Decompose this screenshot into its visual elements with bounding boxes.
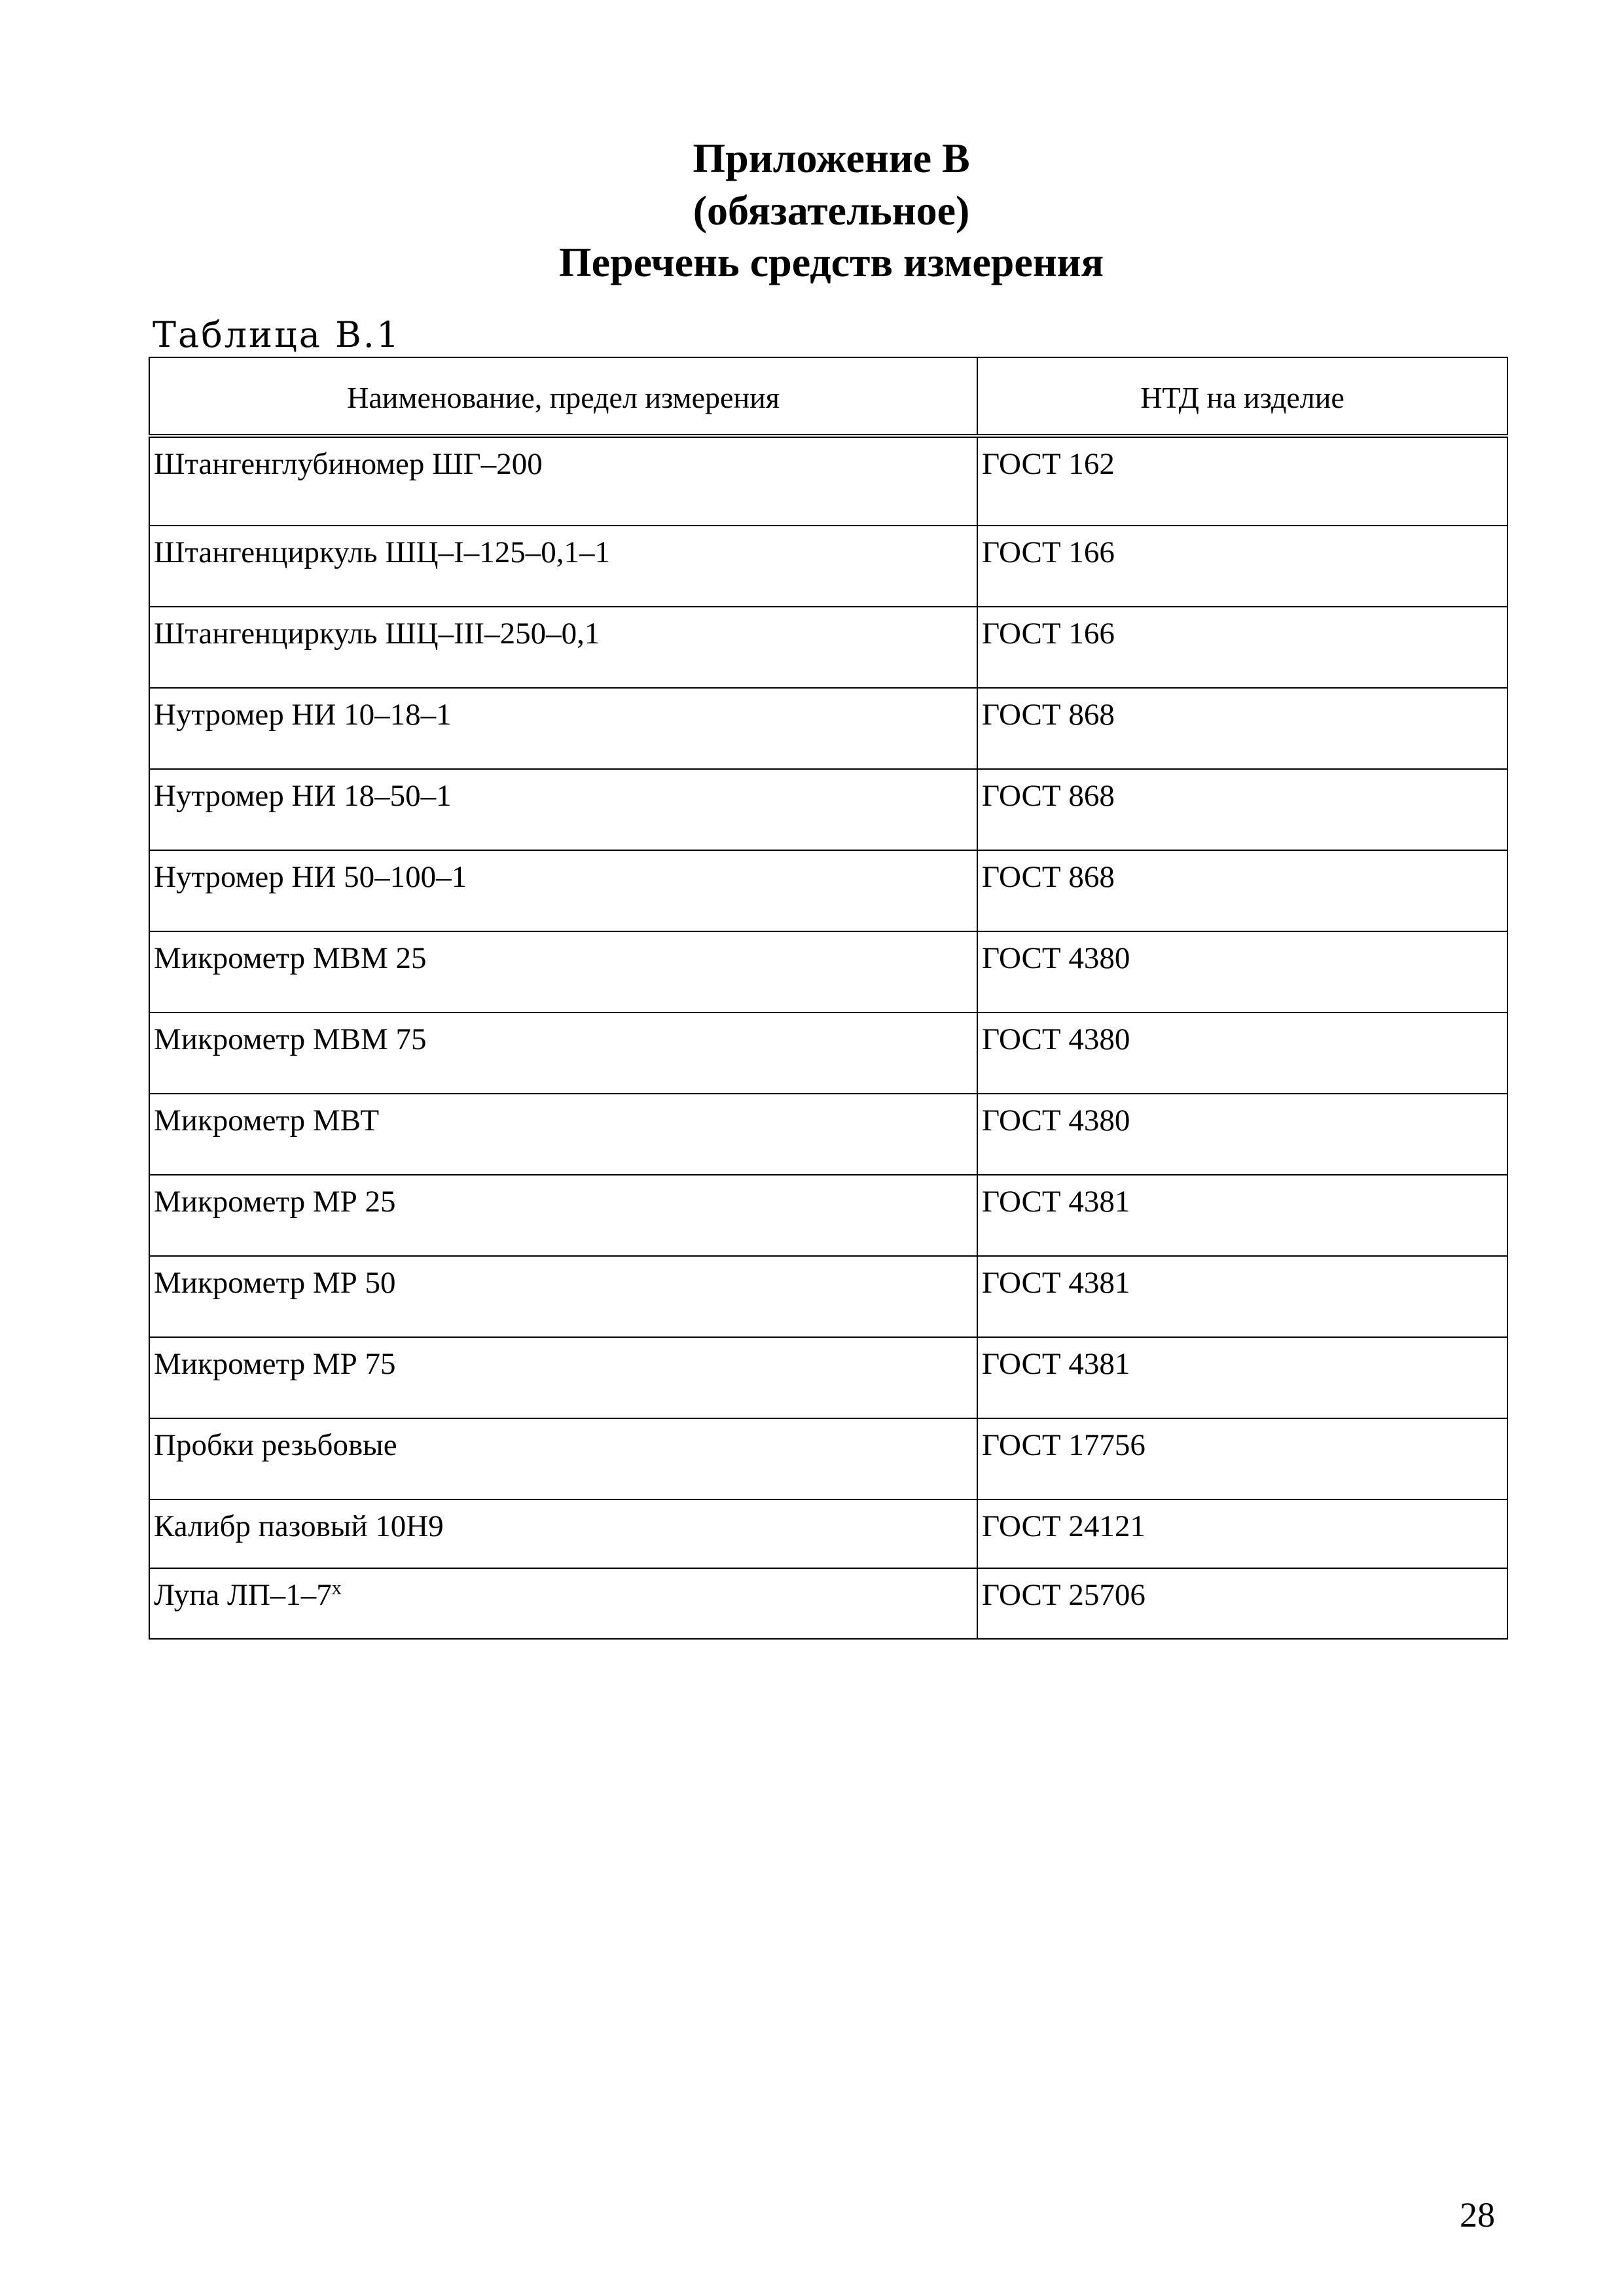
appendix-status: (обязательное) [693, 187, 970, 234]
table-row [149, 931, 1507, 1013]
instrument-name-cell [149, 1013, 977, 1094]
instrument-name-cell [149, 1256, 977, 1337]
instrument-name: Нутромер НИ 10–18–1 [154, 698, 452, 732]
table-row [149, 607, 1507, 688]
instrument-name: Нутромер НИ 50–100–1 [154, 860, 467, 894]
standard-cell: ГОСТ 17756 [977, 1418, 1507, 1499]
table-row [149, 1499, 1507, 1568]
standard-cell: ГОСТ 24121 [977, 1499, 1507, 1568]
table-row [149, 850, 1507, 931]
instrument-name-cell [149, 526, 977, 607]
instrument-name: Микрометр МВМ 75 [154, 1022, 427, 1056]
instrument-name: Штангенциркуль ШЦ–III–250–0,1 [154, 617, 600, 651]
standard-cell: ГОСТ 868 [977, 769, 1507, 850]
instrument-name: Микрометр МР 25 [154, 1185, 396, 1219]
standard-cell: ГОСТ 4380 [977, 931, 1507, 1013]
table-row [149, 769, 1507, 850]
table-row [149, 1418, 1507, 1499]
standard-cell: ГОСТ 4381 [977, 1337, 1507, 1418]
table-row [149, 1568, 1507, 1639]
standard-cell: ГОСТ 868 [977, 850, 1507, 931]
instrument-name-cell [149, 769, 977, 850]
standard-cell: ГОСТ 868 [977, 688, 1507, 769]
instrument-name-superscript: х [331, 1577, 342, 1599]
instrument-name: Микрометр МВМ 25 [154, 941, 427, 975]
table-row [149, 436, 1507, 526]
standard-cell: ГОСТ 4380 [977, 1094, 1507, 1175]
appendix-subject: Перечень средств измерения [558, 239, 1104, 285]
instrument-name: Пробки резьбовые [154, 1428, 397, 1462]
table-row [149, 526, 1507, 607]
instrument-name: Калибр пазовый 10Н9 [154, 1509, 444, 1543]
standard-cell: ГОСТ 4381 [977, 1175, 1507, 1256]
instrument-name: Нутромер НИ 18–50–1 [154, 779, 452, 813]
standard-cell: ГОСТ 162 [977, 436, 1507, 526]
table-row [149, 1013, 1507, 1094]
table-row [149, 1175, 1507, 1256]
instrument-name-cell [149, 850, 977, 931]
standard-cell: ГОСТ 25706 [977, 1568, 1507, 1639]
measuring-instruments-table [149, 357, 1508, 1640]
instrument-name-cell [149, 607, 977, 688]
instrument-name-cell [149, 1499, 977, 1568]
table-body [149, 436, 1507, 1639]
instrument-name: Лупа ЛП–1–7 [154, 1578, 332, 1612]
instrument-name: Микрометр МР 75 [154, 1347, 396, 1381]
instrument-name: Микрометр МР 50 [154, 1266, 396, 1300]
table-row [149, 1256, 1507, 1337]
instrument-name-cell [149, 931, 977, 1013]
instrument-name-cell [149, 436, 977, 526]
instrument-name: Микрометр МВТ [154, 1103, 380, 1138]
table-row [149, 1094, 1507, 1175]
appendix-title: Приложение В [693, 135, 970, 181]
page-number: 28 [1460, 2195, 1495, 2234]
table-row [149, 688, 1507, 769]
column-header-standard: НТД на изделие [977, 357, 1507, 436]
instrument-name-cell [149, 1094, 977, 1175]
column-header-name: Наименование, предел измерения [149, 357, 977, 436]
instrument-name-cell [149, 1175, 977, 1256]
instrument-name-cell [149, 688, 977, 769]
standard-cell: ГОСТ 166 [977, 526, 1507, 607]
instrument-name: Штангенглубиномер ШГ–200 [154, 447, 543, 481]
standard-cell: ГОСТ 4380 [977, 1013, 1507, 1094]
instrument-name-cell [149, 1418, 977, 1499]
table-row [149, 1337, 1507, 1418]
standard-cell: ГОСТ 4381 [977, 1256, 1507, 1337]
table-caption: Таблица В.1 [153, 314, 401, 355]
instrument-name-cell [149, 1568, 977, 1639]
standard-cell: ГОСТ 166 [977, 607, 1507, 688]
instrument-name: Штангенциркуль ШЦ–I–125–0,1–1 [154, 535, 611, 569]
instrument-name-cell [149, 1337, 977, 1418]
